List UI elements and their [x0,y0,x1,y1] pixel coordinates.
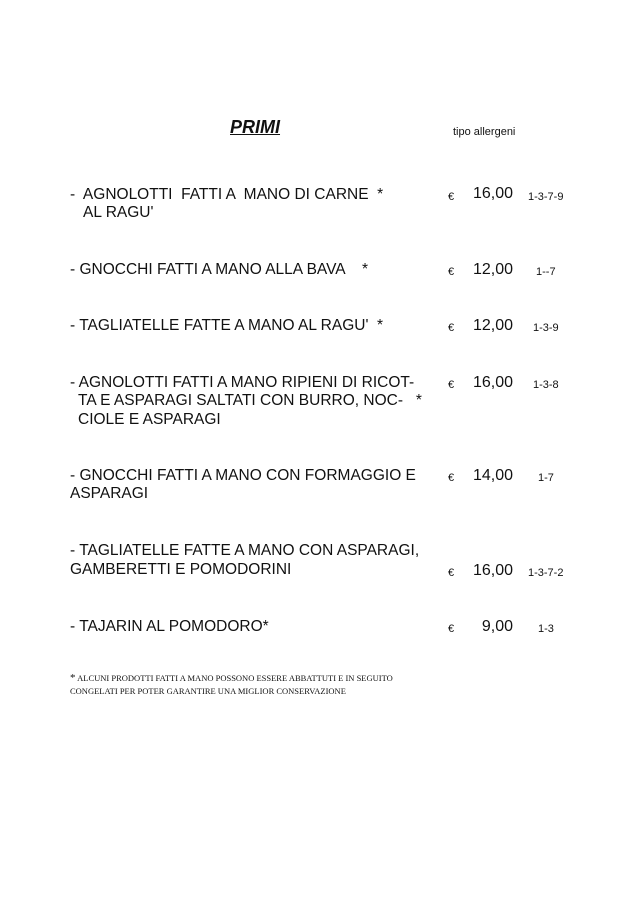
menu-item-name: TA E ASPARAGI SALTATI CON BURRO, NOC- * [78,392,422,409]
footnote-marker: * [70,672,76,684]
currency-symbol: € [448,379,455,391]
menu-item-name: AL RAGU' [83,204,154,221]
footnote-line: CONGELATI PER POTER GARANTIRE UNA MIGLIOR CONSERVAZIONE [70,686,346,696]
currency-symbol: € [448,623,455,635]
menu-item-allergens: 1-3-8 [533,379,559,391]
menu-item-allergens: 1-3 [538,623,554,635]
menu-item-price: 12,00 [473,317,514,334]
menu-item-allergens: 1-3-7-2 [528,567,564,579]
menu-item-name: ASPARAGI [70,485,149,502]
menu-item-name: CIOLE E ASPARAGI [78,411,221,428]
menu-item-name: GAMBERETTI E POMODORINI [70,561,292,578]
menu-item-allergens: 1-3-7-9 [528,191,564,203]
menu-item-price: 16,00 [473,185,514,202]
currency-symbol: € [448,266,455,278]
menu-item-name: - GNOCCHI FATTI A MANO ALLA BAVA * [70,261,369,278]
menu-item-allergens: 1-7 [538,472,554,484]
menu-item-price: 9,00 [481,618,513,635]
menu-item-name: - TAGLIATELLE FATTE A MANO CON ASPARAGI, [70,542,420,559]
menu-item-name: - TAGLIATELLE FATTE A MANO AL RAGU' * [70,317,384,334]
currency-symbol: € [448,567,455,579]
menu-item-name: - GNOCCHI FATTI A MANO CON FORMAGGIO E [70,467,416,484]
menu-item-price: 14,00 [473,467,514,484]
footnote [70,672,393,684]
menu-item-allergens: 1-3-9 [533,322,559,334]
menu-item-name: - TAJARIN AL POMODORO* [70,618,269,635]
allergens-column-header: tipo allergeni [453,126,516,138]
menu-item-allergens: 1--7 [536,266,556,278]
footnote-line: ALCUNI PRODOTTI FATTI A MANO POSSONO ESSERE ABBATTUTI E IN SEGUITO [77,673,393,683]
page-title: PRIMI [230,117,281,137]
currency-symbol: € [448,191,455,203]
currency-symbol: € [448,472,455,484]
currency-symbol: € [448,322,455,334]
menu-item-price: 16,00 [473,374,514,391]
menu-item-price: 16,00 [473,562,514,579]
menu-item-name: - AGNOLOTTI FATTI A MANO DI CARNE * [70,186,384,203]
menu-item-name: - AGNOLOTTI FATTI A MANO RIPIENI DI RICOT- [70,374,415,391]
menu-item-price: 12,00 [473,261,514,278]
